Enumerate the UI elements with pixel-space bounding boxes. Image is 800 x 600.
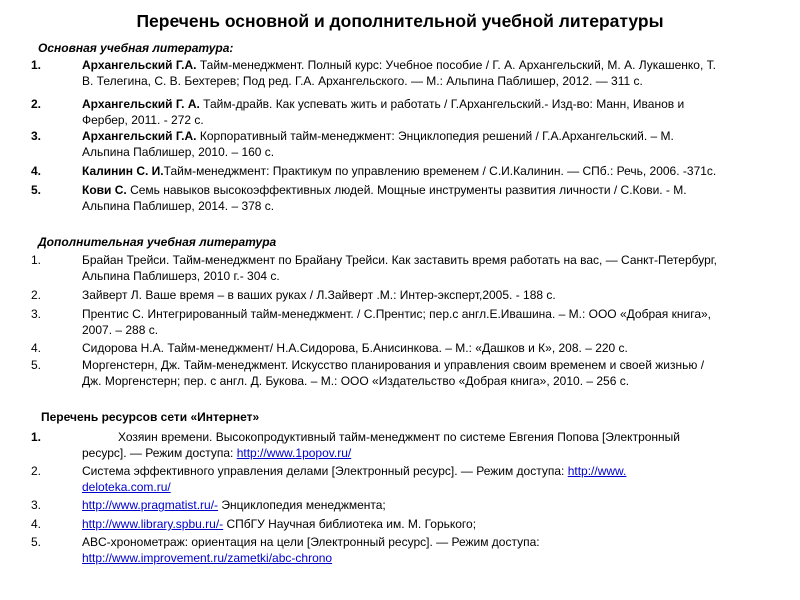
item-number: 3. <box>31 498 42 512</box>
resource-link[interactable]: http://www.1popov.ru/ <box>236 446 352 460</box>
item-line1: Тайм-менеджмент: Практикум по управлению временем / С.И.Калинин. — СПб.: Речь, 2006. -371с. <box>163 164 717 178</box>
item-text <box>82 182 787 214</box>
item-number: 1. <box>31 253 42 267</box>
item-number: 1. <box>31 430 42 444</box>
page-title: Перечень основной и дополнительной учебной литературы <box>136 11 664 31</box>
item-number: 5. <box>31 358 42 372</box>
item-number: 4. <box>31 164 42 178</box>
item-text <box>82 252 787 284</box>
item-author: Кови С. <box>82 183 127 197</box>
item-line2: Альпина Паблишер, 2010. – 160 с. <box>82 145 275 159</box>
item-number: 3. <box>31 307 42 321</box>
item-number: 2. <box>31 288 42 302</box>
item-text <box>82 96 787 128</box>
resource-description: СПбГУ Научная библиотека им. М. Горького; <box>223 517 477 531</box>
item-line2-text: ресурс]. — Режим доступа: <box>82 446 237 460</box>
item-line2: Дж. Моргенстерн; пер. с англ. Д. Букова. – М.: ООО «Издательство «Добрая книга», 2010. – 256 с. <box>82 374 630 388</box>
item-line2: Фербер, 2011. - 272 с. <box>82 113 204 127</box>
item-line1: Брайан Трейси. Тайм-менеджмент по Брайану Трейси. Как заставить время работать на вас, — Санкт-Петербург, <box>82 253 718 267</box>
item-text <box>82 463 787 495</box>
item-line1: Моргенстерн, Дж. Тайм-менеджмент. Искусство планирования и управления своим временем и своей жизнью / <box>82 358 705 372</box>
item-line1: Сидорова Н.А. Тайм-менеджмент/ Н.А.Сидорова, Б.Анисинкова. – М.: «Дашков и К», 208. – 220 с. <box>82 341 628 355</box>
item-line1: Хозяин времени. Высокопродуктивный тайм-менеджмент по системе Евгения Попова [Электронный <box>118 430 680 444</box>
item-number: 4. <box>31 517 42 531</box>
item-text <box>82 128 787 160</box>
item-number: 4. <box>31 341 42 355</box>
additional-literature-heading: Дополнительная учебная литература <box>38 235 277 249</box>
item-text <box>82 516 787 532</box>
item-text <box>82 340 787 356</box>
item-number: 2. <box>31 464 42 478</box>
item-line2: Альпина Паблишерз, 2010 г.- 304 с. <box>82 269 280 283</box>
item-number: 2. <box>31 97 42 111</box>
item-text <box>82 306 787 338</box>
item-number: 5. <box>31 183 42 197</box>
resource-link[interactable]: http://www.library.spbu.ru/- <box>82 517 224 531</box>
item-line2: В. Телегина, С. В. Бехтерев; Под ред. Г.А. Архангельского. — М.: Альпина Паблишер, 2012. — 311 с. <box>82 74 643 88</box>
item-line1: ABC-хронометраж: ориентация на цели [Электронный ресурс]. — Режим доступа: <box>82 535 540 549</box>
item-line1: Зайверт Л. Ваше время – в ваших руках / Л.Зайверт .М.: Интер-эксперт,2005. - 188 с. <box>82 288 556 302</box>
item-author: Архангельский Г.А. <box>82 58 197 72</box>
item-line1: Тайм-менеджмент. Полный курс: Учебное пособие / Г. А. Архангельский, М. А. Лукашенко, Т. <box>196 58 716 72</box>
item-line1: Тайм-драйв. Как успевать жить и работать / Г.Архангельский.- Изд-во: Манн, Иванов и <box>199 97 685 111</box>
item-line1: Семь навыков высокоэффективных людей. Мощные инструменты развития личности / С.Кови. - М. <box>126 183 687 197</box>
item-line2: 2007. – 288 с. <box>82 323 159 337</box>
item-text <box>82 287 787 303</box>
item-line2: Альпина Паблишер, 2014. – 378 с. <box>82 199 275 213</box>
item-text <box>82 534 787 566</box>
resource-description: Энциклопедия менеджмента; <box>218 498 386 512</box>
item-text <box>82 163 787 179</box>
item-text <box>82 57 787 89</box>
item-line1: Прентис С. Интегрированный тайм-менеджмент. / С.Прентис; пер.с англ.Е.Ивашина. – М.: ООО «Добрая книга», <box>82 307 711 321</box>
item-line1: Корпоративный тайм-менеджмент: Энциклопедия решений / Г.А.Архангельский. – М. <box>196 129 674 143</box>
item-number: 1. <box>31 58 42 72</box>
item-author: Калинин С. И. <box>82 164 164 178</box>
item-text <box>82 429 787 461</box>
item-number: 3. <box>31 129 42 143</box>
main-literature-heading: Основная учебная литература: <box>38 41 234 55</box>
item-author: Архангельский Г.А. <box>82 129 197 143</box>
resource-link[interactable]: http://www.improvement.ru/zametki/abc-chrono <box>82 551 333 565</box>
internet-resources-heading: Перечень ресурсов сети «Интернет» <box>41 410 260 424</box>
item-author: Архангельский Г. А. <box>82 97 200 111</box>
item-number: 5. <box>31 535 42 549</box>
resource-link[interactable]: http://www. <box>567 464 627 478</box>
item-line1-text: Система эффективного управления делами [Электронный ресурс]. — Режим доступа: <box>82 464 568 478</box>
item-text <box>82 497 787 513</box>
resource-link[interactable]: http://www.pragmatist.ru/- <box>82 498 219 512</box>
resource-link-continued[interactable]: deloteka.com.ru/ <box>82 480 171 494</box>
item-text <box>82 357 787 389</box>
